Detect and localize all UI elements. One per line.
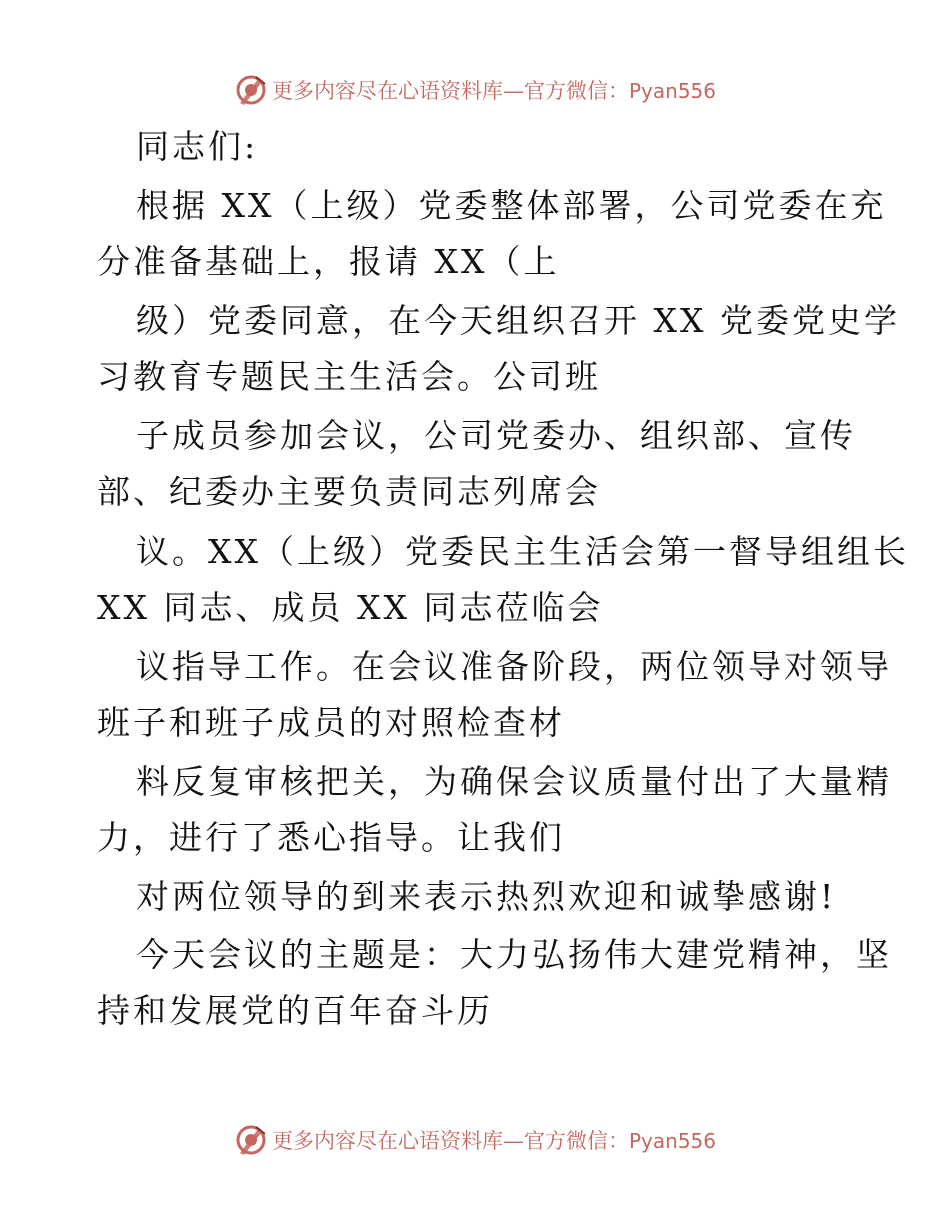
- text-line: 部、纪委办主要负责同志列席会: [97, 472, 601, 511]
- footer-banner: [0, 1120, 950, 1160]
- quill-pen-logo-icon: [234, 1123, 268, 1157]
- header-banner: [0, 70, 950, 110]
- footer-account: Pyan556: [628, 1129, 716, 1153]
- text-line: 分准备基础上，报请 XX（上: [97, 242, 560, 281]
- text-line: 议指导工作。在会议准备阶段，两位领导对领导: [136, 647, 892, 686]
- text-line: XX 同志、成员 XX 同志莅临会: [97, 588, 604, 627]
- text-line: 力，进行了悉心指导。让我们: [97, 818, 565, 857]
- text-line: 子成员参加会议，公司党委办、组织部、宣传: [136, 416, 856, 455]
- text-line: 根据 XX（上级）党委整体部署，公司党委在充: [136, 186, 887, 225]
- header-account: Pyan556: [628, 79, 716, 103]
- text-line: 今天会议的主题是：大力弘扬伟大建党精神，坚: [136, 935, 892, 974]
- text-line: 同志们:: [136, 127, 259, 166]
- text-line: 持和发展党的百年奋斗历: [97, 991, 493, 1030]
- text-line: 班子和班子成员的对照检查材: [97, 703, 565, 742]
- quill-pen-logo-icon: [234, 73, 268, 107]
- footer-banner-text: 更多内容尽在心语资料库—官方微信：Pyan556: [271, 1129, 716, 1153]
- text-line: 对两位领导的到来表示热烈欢迎和诚挚感谢!: [136, 877, 837, 916]
- text-line: 习教育专题民主生活会。公司班: [97, 357, 601, 396]
- text-line: 议。XX（上级）党委民主生活会第一督导组组长: [136, 532, 909, 571]
- text-line: 料反复审核把关，为确保会议质量付出了大量精: [136, 762, 892, 801]
- header-banner-text: 更多内容尽在心语资料库—官方微信：Pyan556: [271, 79, 716, 103]
- text-line: 级）党委同意，在今天组织召开 XX 党委党史学: [136, 301, 900, 340]
